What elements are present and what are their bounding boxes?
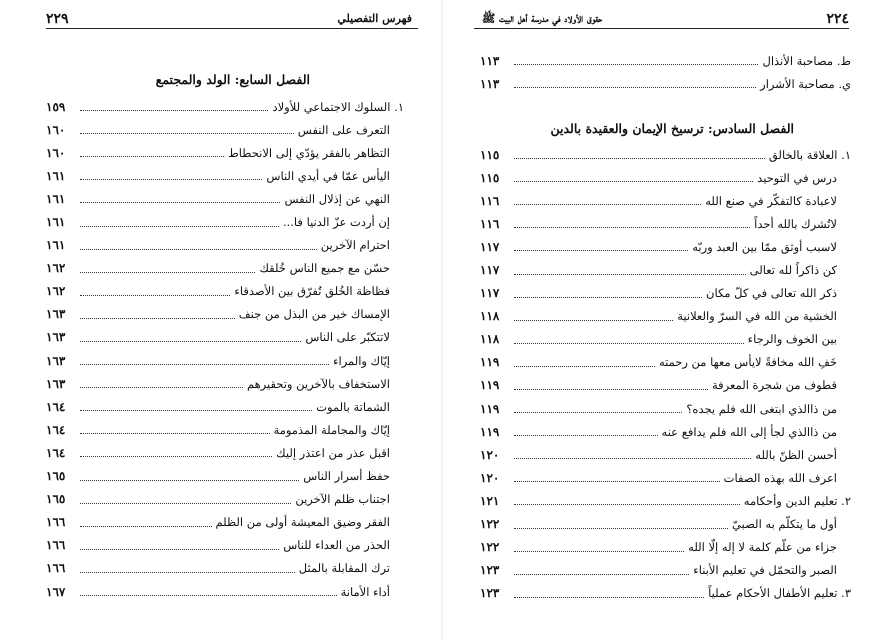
toc-entry-title: إيّاك والمجاملة المذمومة [273, 422, 390, 437]
toc-entry [46, 280, 404, 303]
toc-entry [46, 441, 404, 464]
dot-leader [80, 456, 272, 457]
toc-entry-title: احترام الآخرين [320, 238, 390, 253]
toc-entry [480, 374, 851, 397]
right-toc-list [480, 143, 851, 605]
toc-entry [480, 466, 851, 489]
toc-entry [480, 351, 851, 374]
left-page-number: ٢٢٩ [46, 11, 69, 27]
right-chapter-title: الفصل السادس: ترسيخ الإيمان والعقيدة بالدين [550, 121, 794, 136]
toc-entry [480, 513, 851, 536]
toc-entry-page-number: ١٦٠ [46, 122, 66, 137]
toc-entry-page-number: ١١٨ [480, 309, 500, 324]
dot-leader [80, 179, 262, 180]
toc-entry-page-number: ١٦٦ [46, 515, 66, 530]
left-toc-list [46, 95, 404, 603]
toc-entry [46, 465, 404, 488]
toc-entry-title: الصبر والتحمّل في تعليم الأبناء [693, 563, 837, 578]
toc-entry-title: إيّاك والمراء [333, 353, 390, 368]
dot-leader [514, 227, 750, 228]
toc-entry [46, 141, 404, 164]
right-top-toc-list [480, 49, 851, 95]
toc-entry-title: خَفِ الله مخافةً لايأس معها من رحمته [658, 355, 837, 370]
dot-leader [514, 343, 744, 344]
toc-entry [46, 557, 404, 580]
dot-leader [514, 274, 746, 275]
dot-leader [80, 226, 279, 227]
toc-entry-page-number: ١١٩ [480, 401, 500, 416]
toc-entry-page-number: ١١٣ [480, 76, 500, 91]
dot-leader [514, 158, 765, 159]
toc-entry-page-number: ١٦٦ [46, 561, 66, 576]
toc-entry [46, 349, 404, 372]
toc-entry-page-number: ١١٥ [480, 170, 500, 185]
toc-entry-title: ذكر الله تعالى في كلّ مكان [706, 286, 837, 301]
toc-entry [46, 372, 404, 395]
toc-entry-page-number: ١١٧ [480, 286, 500, 301]
toc-entry-page-number: ١٦١ [46, 168, 66, 183]
toc-entry [480, 282, 851, 305]
dot-leader [514, 320, 673, 321]
toc-entry [480, 72, 851, 95]
toc-entry-title: اجتناب ظلم الآخرين [295, 492, 390, 507]
toc-entry [46, 187, 404, 210]
toc-entry-title: الشماتة بالموت [316, 399, 390, 414]
toc-entry-title: لاسبب أوثق ممّا بين العبد وربّه [692, 239, 837, 254]
dot-leader [80, 572, 295, 573]
toc-entry-title: لاعبادة كالتفكّر في صنع الله [705, 193, 837, 208]
dot-leader [514, 574, 689, 575]
toc-entry-page-number: ١٦٢ [46, 284, 66, 299]
toc-entry-title: ٢. تعليم الدين وأحكامه [743, 493, 851, 508]
toc-entry-page-number: ١١٦ [480, 193, 500, 208]
toc-entry-page-number: ١٢٣ [480, 586, 500, 601]
toc-entry-title: ١. العلاقة بالخالق [768, 147, 851, 162]
dot-leader [514, 412, 682, 413]
toc-entry-title: التعرف على النفس [297, 122, 390, 137]
toc-entry-title: لاتتكبّر على الناس [305, 330, 390, 345]
toc-entry-page-number: ١٦٣ [46, 376, 66, 391]
toc-entry-title: الفقر وضيق المعيشة أولى من الظلم [215, 515, 390, 530]
toc-entry-page-number: ١٦٣ [46, 353, 66, 368]
toc-entry-page-number: ١٦٥ [46, 492, 66, 507]
toc-entry-title: الإمساك خير من البذل من جنف [238, 307, 390, 322]
toc-entry-page-number: ١٦١ [46, 191, 66, 206]
dot-leader [80, 433, 270, 434]
toc-entry [480, 489, 851, 512]
toc-entry-title: أحسن الظنّ بالله [755, 447, 837, 462]
toc-entry [46, 164, 404, 187]
toc-entry-title: ٣. تعليم الأطفال الأحكام عملياً [708, 586, 851, 601]
toc-entry-title: ترك المقابلة بالمثل [298, 561, 390, 576]
toc-entry [46, 580, 404, 603]
toc-entry-page-number: ١٦٣ [46, 307, 66, 322]
dot-leader [514, 389, 708, 390]
toc-entry-page-number: ١٦٣ [46, 330, 66, 345]
toc-entry [480, 166, 851, 189]
toc-entry [46, 210, 404, 233]
toc-entry [480, 49, 851, 72]
right-page-header [474, 10, 849, 29]
dot-leader [80, 202, 280, 203]
dot-leader [514, 250, 688, 251]
dot-leader [80, 133, 294, 134]
toc-entry-title: الحذر من العداء للناس [283, 538, 390, 553]
dot-leader [514, 551, 684, 552]
toc-entry [480, 189, 851, 212]
dot-leader [514, 297, 702, 298]
toc-entry-page-number: ١١٩ [480, 355, 500, 370]
left-running-title: فهرس التفصيلي [337, 12, 412, 25]
toc-entry-title: ط. مصاحبة الأنذال [762, 53, 851, 68]
toc-entry [480, 559, 851, 582]
right-page-number: ٢٢٤ [826, 11, 849, 27]
right-running-title: حقوق الأولاد في مدرسة أهل البيت ﷺ [482, 12, 603, 25]
dot-leader [80, 549, 279, 550]
dot-leader [80, 410, 312, 411]
toc-entry-page-number: ١٢٢ [480, 517, 500, 532]
toc-entry-page-number: ١٢٠ [480, 470, 500, 485]
dot-leader [514, 481, 720, 482]
toc-entry-page-number: ١٦٥ [46, 469, 66, 484]
left-chapter-title: الفصل السابع: الولد والمجتمع [155, 72, 310, 87]
left-page [0, 0, 440, 639]
toc-entry-title: ١. السلوك الاجتماعي للأولاد [272, 99, 404, 114]
toc-entry-page-number: ١٥٩ [46, 99, 66, 114]
toc-entry [480, 212, 851, 235]
dot-leader [514, 181, 753, 182]
toc-entry [46, 303, 404, 326]
toc-entry-page-number: ١٢٠ [480, 447, 500, 462]
toc-entry-title: الخشية من الله في السرّ والعلانية [677, 309, 837, 324]
dot-leader [80, 318, 235, 319]
toc-entry-page-number: ١٢٢ [480, 540, 500, 555]
toc-entry [480, 536, 851, 559]
page-gutter [441, 0, 443, 639]
toc-entry-title: الاستخفاف بالآخرين وتحقيرهم [246, 376, 390, 391]
dot-leader [80, 156, 224, 157]
toc-entry-title: لاتُشرك بالله أحداً [754, 216, 837, 231]
toc-entry-page-number: ١٦٧ [46, 584, 66, 599]
toc-entry-title: أداء الأمانة [340, 584, 390, 599]
toc-entry [46, 534, 404, 557]
dot-leader [514, 528, 728, 529]
toc-entry-page-number: ١٦٤ [46, 422, 66, 437]
toc-entry-title: النهي عن إذلال النفس [284, 191, 390, 206]
toc-entry [46, 488, 404, 511]
toc-entry [46, 395, 404, 418]
toc-entry-page-number: ١٦٤ [46, 399, 66, 414]
right-page [444, 0, 884, 639]
dot-leader [80, 503, 291, 504]
toc-entry-title: قطوف من شجرة المعرفة [711, 378, 837, 393]
toc-entry-title: اقبل عذر من اعتذر إليك [276, 445, 390, 460]
toc-entry-page-number: ١١٥ [480, 147, 500, 162]
toc-entry-title: حسّن مع جميع الناس خُلقك [259, 261, 390, 276]
toc-entry [480, 328, 851, 351]
dot-leader [80, 341, 301, 342]
toc-entry-title: درس في التوحيد [757, 170, 837, 185]
toc-entry-page-number: ١٦٠ [46, 145, 66, 160]
toc-entry-page-number: ١١٣ [480, 53, 500, 68]
toc-entry-title: اليأس عمّا في أيدي الناس [266, 168, 390, 183]
toc-entry [46, 418, 404, 441]
toc-entry-page-number: ١١٧ [480, 239, 500, 254]
toc-entry-page-number: ١١٦ [480, 216, 500, 231]
toc-entry-page-number: ١٦٦ [46, 538, 66, 553]
toc-entry-page-number: ١٦١ [46, 238, 66, 253]
dot-leader [80, 480, 299, 481]
toc-entry [480, 582, 851, 605]
toc-entry-title: إن أردت عزّ الدنيا فا... [282, 215, 390, 230]
dot-leader [80, 272, 255, 273]
dot-leader [514, 204, 701, 205]
dot-leader [80, 595, 337, 596]
toc-entry-title: فظاظة الخُلق تُفرّق بين الأصدقاء [234, 284, 390, 299]
toc-entry [46, 511, 404, 534]
dot-leader [80, 526, 212, 527]
toc-entry [480, 258, 851, 281]
toc-entry-page-number: ١٦٢ [46, 261, 66, 276]
toc-entry-page-number: ١٦١ [46, 215, 66, 230]
toc-entry-title: حفظ أسرار الناس [303, 469, 390, 484]
toc-entry [46, 95, 404, 118]
toc-entry-page-number: ١١٧ [480, 263, 500, 278]
toc-entry [46, 326, 404, 349]
toc-entry [480, 397, 851, 420]
toc-entry-page-number: ١١٩ [480, 378, 500, 393]
dot-leader [514, 458, 751, 459]
dot-leader [514, 504, 740, 505]
toc-entry-title: أول ما يتكلّم به الصبيّ [732, 517, 837, 532]
toc-entry-page-number: ١٦٤ [46, 445, 66, 460]
toc-entry-title: اعرف الله بهذه الصفات [723, 470, 837, 485]
toc-entry [480, 143, 851, 166]
toc-entry-page-number: ١٢١ [480, 493, 500, 508]
toc-entry-title: من ذاالذي ابتغى الله فلم يجده؟ [686, 401, 837, 416]
toc-entry [480, 235, 851, 258]
toc-entry-page-number: ١١٨ [480, 332, 500, 347]
toc-entry [480, 420, 851, 443]
toc-entry-title: كن ذاكراً لله تعالى [749, 263, 837, 278]
toc-entry-title: ي. مصاحبة الأشرار [760, 76, 851, 91]
toc-entry-title: بين الخوف والرجاء [747, 332, 837, 347]
dot-leader [514, 87, 756, 88]
dot-leader [514, 597, 704, 598]
toc-entry [480, 305, 851, 328]
dot-leader [80, 387, 243, 388]
toc-entry-title: من ذاالذي لجأ إلى الله فلم يدافع عنه [661, 424, 837, 439]
toc-entry [46, 257, 404, 280]
toc-entry-page-number: ١٢٣ [480, 563, 500, 578]
dot-leader [514, 64, 758, 65]
toc-entry [46, 118, 404, 141]
toc-entry [480, 443, 851, 466]
dot-leader [514, 366, 655, 367]
dot-leader [80, 295, 230, 296]
toc-entry-title: التظاهر بالفقر يؤدّي إلى الانحطاط [228, 145, 390, 160]
toc-entry-title: جزاء من علّم كلمة لا إله إلّا الله [688, 540, 837, 555]
dot-leader [80, 110, 268, 111]
dot-leader [80, 249, 317, 250]
left-page-header [46, 10, 418, 29]
dot-leader [80, 364, 329, 365]
toc-entry-page-number: ١١٩ [480, 424, 500, 439]
toc-entry [46, 234, 404, 257]
dot-leader [514, 435, 658, 436]
